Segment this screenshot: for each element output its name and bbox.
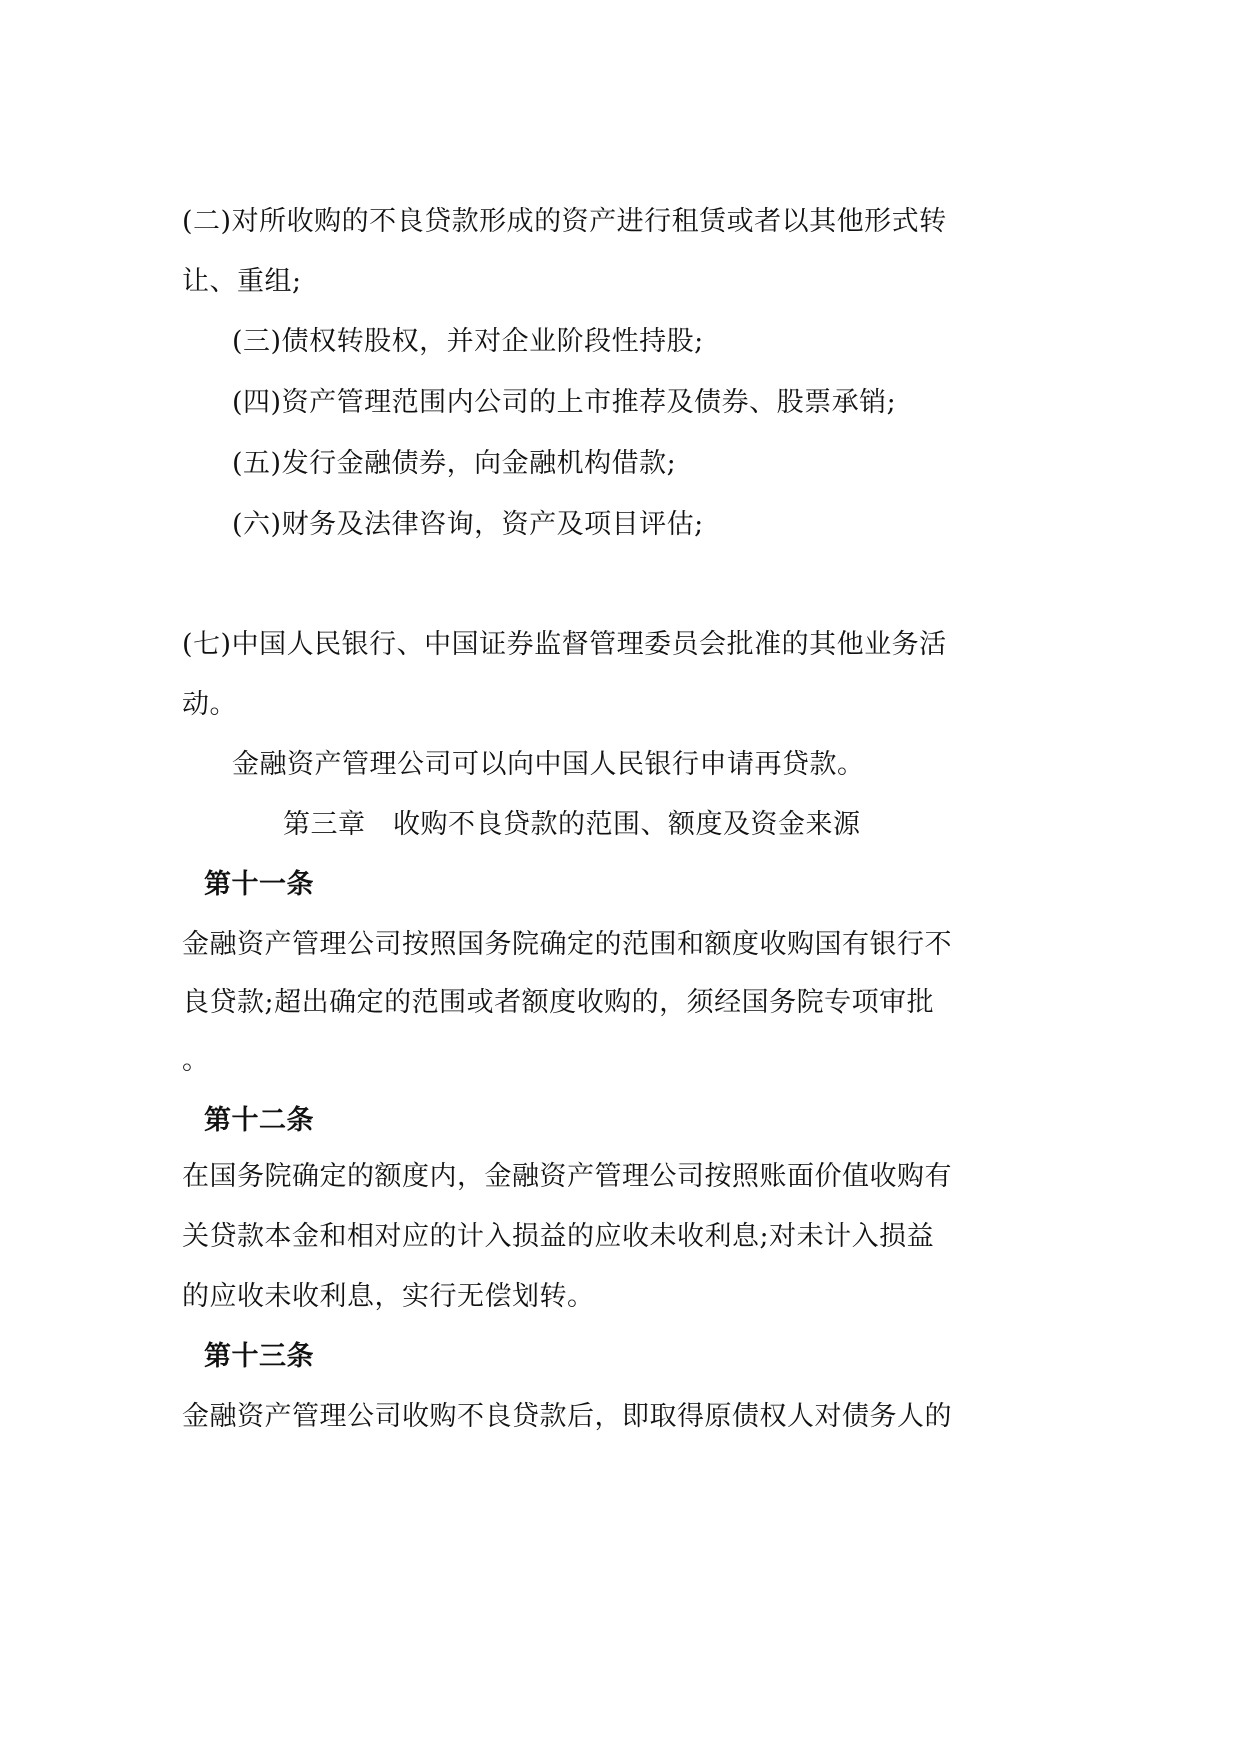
paragraph-line: 的应收未收利息，实行无偿划转。 [182,1281,595,1312]
paragraph-line: 。 [182,1045,210,1076]
paragraph-line: 关贷款本金和相对应的计入损益的应收未收利息;对未计入损益 [182,1221,935,1252]
list-item-line: (三)债权转股权，并对企业阶段性持股; [232,326,704,357]
paragraph-line: (二)对所收购的不良贷款形成的资产进行租赁或者以其他形式转 [182,206,947,237]
paragraph-line: 金融资产管理公司按照国务院确定的范围和额度收购国有银行不 [182,929,952,960]
article-heading: 第十二条 [204,1105,314,1136]
paragraph-line: 金融资产管理公司收购不良贷款后，即取得原债权人对债务人的 [182,1401,952,1432]
list-item-line: (四)资产管理范围内公司的上市推荐及债券、股票承销; [232,387,897,418]
paragraph-line: (七)中国人民银行、中国证券监督管理委员会批准的其他业务活 [182,629,947,660]
paragraph-line: 良贷款;超出确定的范围或者额度收购的，须经国务院专项审批 [182,987,935,1018]
paragraph-line: 让、重组; [182,266,302,297]
paragraph-line: 金融资产管理公司可以向中国人民银行申请再贷款。 [232,749,865,780]
paragraph-line: 动。 [182,689,237,720]
list-item-line: (六)财务及法律咨询，资产及项目评估; [232,509,704,540]
paragraph-line: 在国务院确定的额度内，金融资产管理公司按照账面价值收购有 [182,1161,952,1192]
article-heading: 第十三条 [204,1341,314,1372]
article-heading: 第十一条 [204,869,314,900]
chapter-title: 第三章 收购不良贷款的范围、额度及资金来源 [283,809,861,840]
list-item-line: (五)发行金融债券，向金融机构借款; [232,448,677,479]
